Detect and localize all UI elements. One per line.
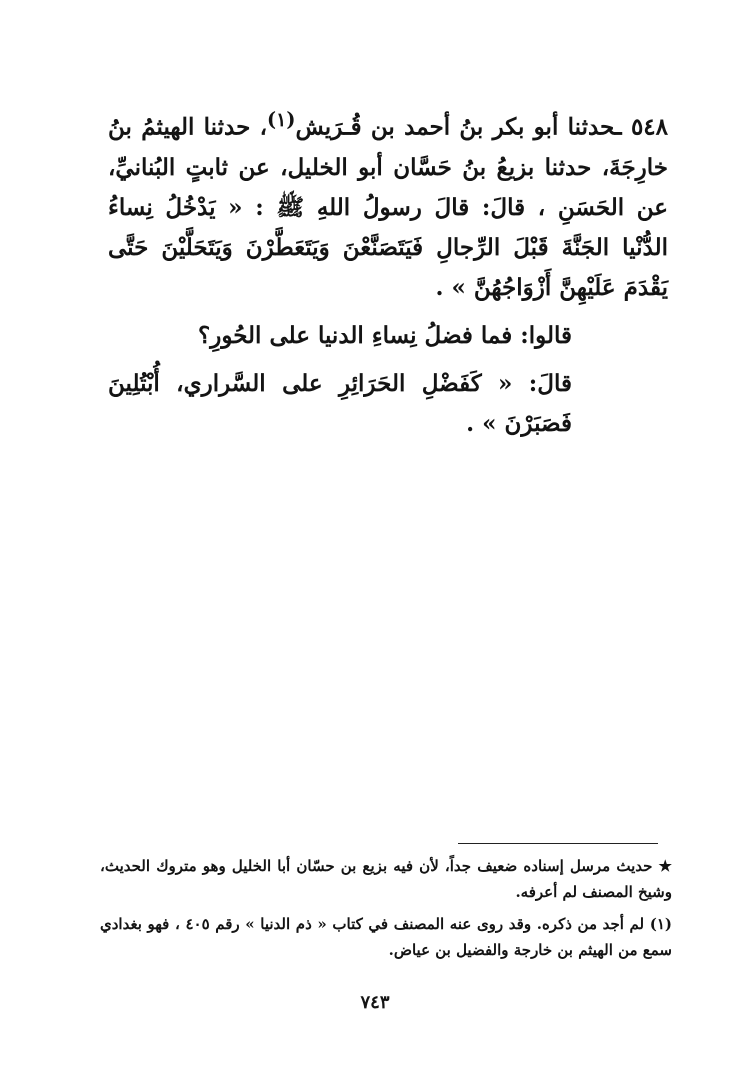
page-number: ٧٤٣: [360, 992, 390, 1013]
main-text: [108, 100, 668, 444]
hadith-paragraph: [108, 100, 668, 308]
hadith-matn: « يَدْخُلُ نِساءُ الدُّنْيا الجَنَّةَ قَبْلَ الرِّجالِ فَيَتَصَنَّعْنَ وَيَتَعَطَّرْنَ وَيَتَحَلَّيْنَ حَتَّى يَقْدَمَ عَلَيْهِنَّ أَزْوَاجُهُنَّ » .: [108, 193, 668, 301]
hadith-isnad: ـحدثنا أبو بكر بنُ أحمد بن قُـرَيش: [295, 113, 622, 141]
footnote-separator: [458, 843, 658, 844]
footnote-1: (١) لم أجد من ذكره. وقد روى عنه المصنف في كتاب « ذم الدنيا » رقم ٤٠٥ ، فهو بغدادي سمع من الهيثم بن خارجة والفضيل بن عياض.: [100, 915, 673, 959]
hadith-isnad-continued: ، حدثنا الهيثمُ بنُ خارِجَةَ، حدثنا بزيعُ بنُ حَسَّان أبو الخليل، عن ثابتٍ البُنانيِّ، عن الحَسَنِ ، قالَ: قالَ رسولُ اللهِ ﷺ :: [108, 113, 668, 221]
footnote-star: ★ حديث مرسل إسناده ضعيف جداً، لأن فيه بزيع بن حسّان أبا الخليل وهو متروك الحديث، وشيخ المصنف لم أعرفه.: [100, 857, 672, 901]
question-line: قالوا: فما فضلُ نِساءِ الدنيا على الحُورِ؟: [198, 321, 572, 349]
hadith-number: ٥٤٨: [630, 113, 668, 141]
answer-line: قالَ: « كَفَضْلِ الحَرَائِرِ على السَّراري، أُبْتُلِينَ فَصَبَرْنَ » .: [108, 369, 572, 437]
footnote-ref-1: (١): [267, 108, 296, 131]
footnotes: [100, 853, 672, 969]
